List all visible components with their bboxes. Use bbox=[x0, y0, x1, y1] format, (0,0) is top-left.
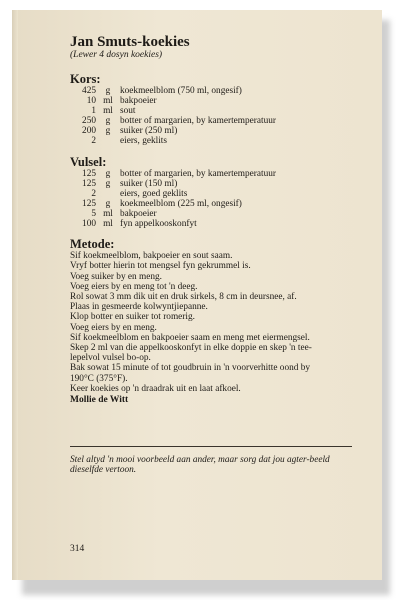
ingredient-quantity: 200 bbox=[82, 126, 96, 137]
method-step: Voeg eiers by en meng. bbox=[70, 322, 157, 333]
ingredient-description: botter of margarien, by kamertemperatuur bbox=[120, 168, 277, 179]
method-steps bbox=[70, 251, 352, 394]
ingredient-unit: ml bbox=[103, 106, 113, 117]
method-step: Bak sowat 15 minute of tot goudbruin in 'n voorverhitte oond by bbox=[70, 363, 311, 374]
ingredient-unit: g bbox=[105, 116, 111, 127]
ingredient-unit: g bbox=[105, 126, 111, 137]
ingredient-description: koekmeelblom (750 ml, ongesif) bbox=[120, 86, 242, 96]
recipe-yield: (Lewer 4 dosyn koekies) bbox=[70, 50, 163, 60]
ingredient-quantity: 425 bbox=[82, 86, 96, 96]
recipe-author: Mollie de Witt bbox=[70, 394, 129, 405]
method-step: Klop botter en suiker tot romerig. bbox=[70, 312, 195, 323]
ingredient-description: bakpoeier bbox=[120, 208, 157, 219]
method-step: Keer koekies op 'n draadrak uit en laat afkoel. bbox=[70, 383, 241, 394]
ingredient-description: koekmeelblom (225 ml, ongesif) bbox=[120, 198, 242, 209]
method-step: Sif koekmeelblom, bakpoeier en sout saam. bbox=[70, 251, 233, 262]
ingredient-quantity: 1 bbox=[91, 106, 96, 117]
vulsel-section bbox=[70, 156, 352, 230]
ingredient-row bbox=[70, 219, 352, 229]
ingredient-description: botter of margarien, by kamertemperatuur bbox=[120, 116, 277, 127]
ingredient-unit: g bbox=[105, 178, 111, 189]
method-step: Rol sowat 3 mm dik uit en druk sirkels, 8 cm in deursnee, af. bbox=[70, 291, 297, 302]
ingredient-unit: ml bbox=[103, 208, 113, 219]
ingredient-row bbox=[70, 86, 352, 96]
ingredient-description: bakpoeier bbox=[120, 96, 157, 107]
ingredient-row bbox=[70, 116, 352, 126]
kors-section bbox=[70, 73, 352, 147]
page-edge bbox=[12, 10, 18, 580]
ingredient-description: sout bbox=[120, 106, 136, 117]
ingredient-row bbox=[70, 209, 352, 219]
ingredient-row bbox=[70, 169, 352, 179]
ingredient-description: eiers, geklits bbox=[120, 136, 167, 147]
ingredient-quantity: 125 bbox=[82, 178, 96, 189]
ingredient-unit bbox=[96, 136, 120, 146]
ingredient-quantity: 5 bbox=[91, 208, 96, 219]
method-step: 190°C (375°F). bbox=[70, 373, 128, 384]
kors-heading: Kors: bbox=[70, 72, 101, 86]
ingredient-row bbox=[70, 199, 352, 209]
method-step: Skep 2 ml van die appelkooskonfyt in elke doppie en skep 'n tee- bbox=[70, 342, 312, 353]
ingredient-row bbox=[70, 179, 352, 189]
ingredient-quantity: 250 bbox=[82, 116, 96, 127]
ingredient-description: eiers, goed geklits bbox=[120, 188, 188, 199]
recipe-title: Jan Smuts-koekies bbox=[70, 34, 190, 50]
ingredient-row bbox=[70, 136, 352, 146]
ingredient-row bbox=[70, 96, 352, 106]
ingredient-description: fyn appelkooskonfyt bbox=[120, 219, 197, 230]
ingredient-quantity: 125 bbox=[82, 198, 96, 209]
kors-ingredient-list bbox=[70, 86, 352, 147]
footer-divider bbox=[70, 446, 352, 447]
ingredient-quantity: 125 bbox=[82, 168, 96, 179]
ingredient-unit bbox=[96, 189, 120, 199]
book-page bbox=[12, 10, 382, 580]
vulsel-heading: Vulsel: bbox=[70, 154, 107, 169]
ingredient-unit: g bbox=[105, 168, 111, 179]
ingredient-description: suiker (250 ml) bbox=[120, 126, 178, 137]
page-number: 314 bbox=[70, 544, 85, 554]
metode-section bbox=[70, 238, 352, 406]
ingredient-quantity: 100 bbox=[82, 219, 96, 230]
ingredient-row bbox=[70, 126, 352, 136]
ingredient-row bbox=[70, 189, 352, 199]
ingredient-unit: ml bbox=[103, 219, 113, 230]
ingredient-quantity: 2 bbox=[91, 188, 96, 199]
method-step: Voeg eiers by en meng tot 'n deeg. bbox=[70, 281, 198, 292]
method-step: Vryf botter hierin tot mengsel fyn gekrummel is. bbox=[70, 261, 251, 272]
ingredient-row bbox=[70, 106, 352, 116]
ingredient-quantity: 10 bbox=[86, 96, 96, 107]
method-step: Voeg suiker by en meng. bbox=[70, 271, 163, 282]
metode-heading: Metode: bbox=[70, 237, 115, 252]
footer-quote: Stel altyd 'n mooi voorbeeld aan ander, maar sorg dat jou agter-beeld dieselfde vertoon. bbox=[70, 454, 330, 476]
method-step: lepelvol vulsel bo-op. bbox=[70, 353, 151, 364]
ingredient-description: suiker (150 ml) bbox=[120, 178, 178, 189]
method-step: Plaas in gesmeerde kolwyntjiepanne. bbox=[70, 302, 208, 313]
ingredient-unit: g bbox=[105, 86, 111, 96]
method-step: Sif koekmeelblom en bakpoeier saam en meng met eiermengsel. bbox=[70, 332, 310, 343]
ingredient-quantity: 2 bbox=[91, 136, 96, 147]
vulsel-ingredient-list bbox=[70, 169, 352, 230]
ingredient-unit: ml bbox=[103, 96, 113, 107]
ingredient-unit: g bbox=[105, 198, 111, 209]
